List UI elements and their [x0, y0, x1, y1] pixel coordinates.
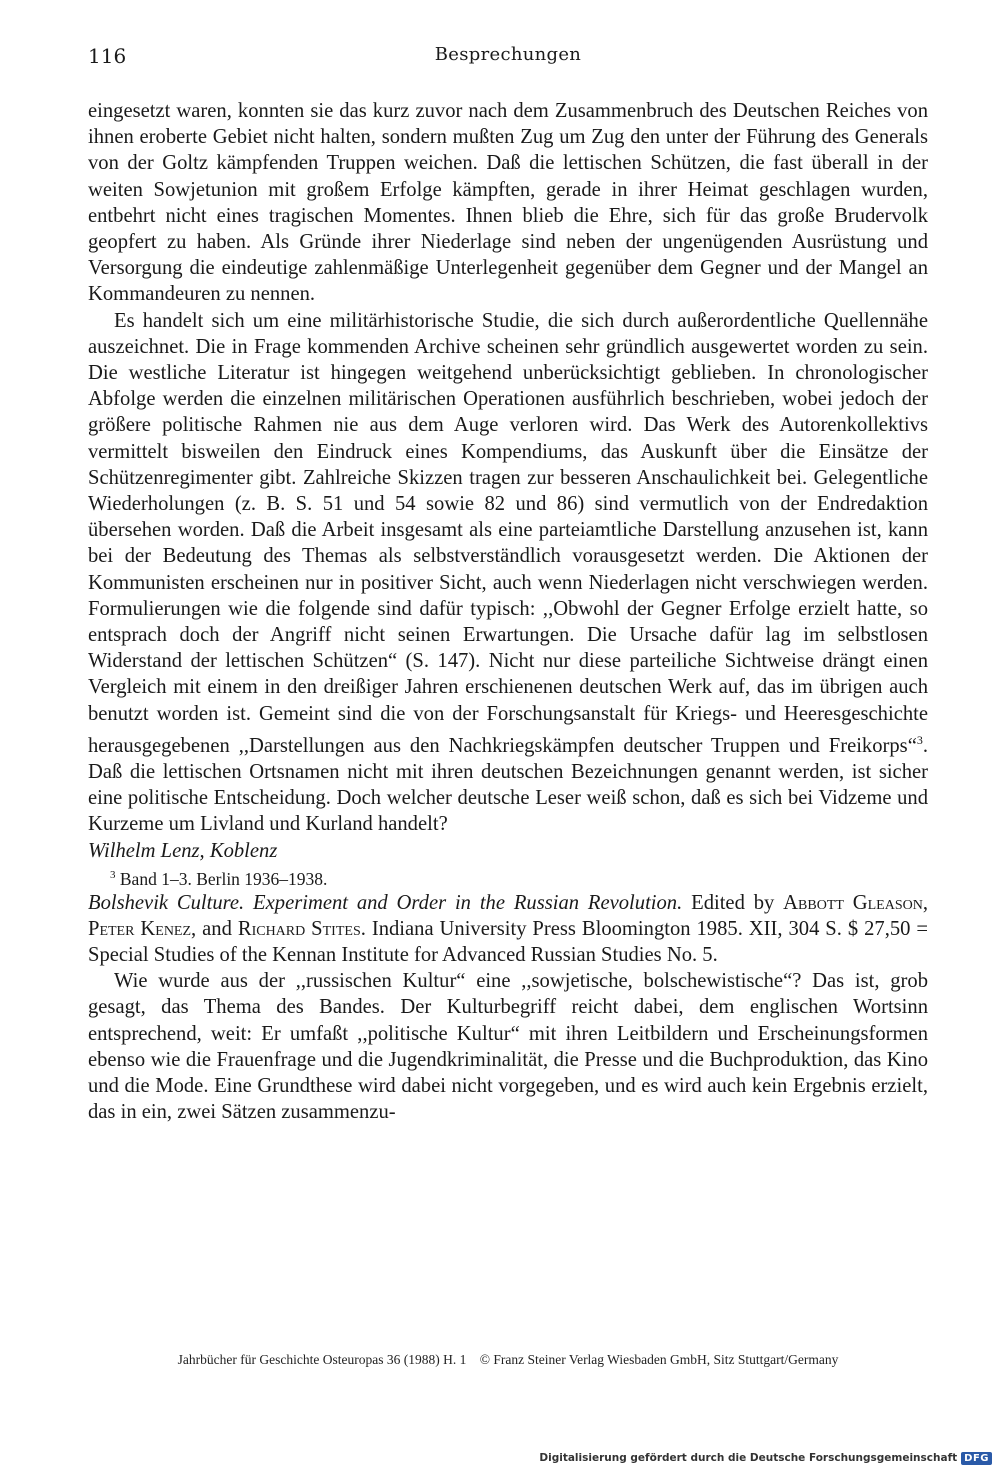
reviewer-signature: Wilhelm Lenz, Koblenz	[88, 839, 278, 862]
digitization-notice	[539, 1450, 992, 1466]
editor-separator: ,	[922, 891, 929, 914]
journal-citation: Jahrbücher für Geschichte Osteuropas 36 (1988) H. 1	[177, 1352, 467, 1367]
footnote-text: Band 1–3. Berlin 1936–1938.	[115, 868, 328, 889]
review1-paragraph-2	[88, 308, 928, 838]
dfg-logo: DFG	[961, 1452, 992, 1465]
publication-details: . Indiana University Press Bloomington 1985. XII, 304 S. $ 27,50 = Special Studies of the Kennan Institute for Advanced Russian Studies No. 5.	[88, 917, 929, 966]
footnote	[88, 864, 928, 890]
page-number: 116	[88, 44, 127, 68]
editor-name: Richard Stites	[237, 917, 361, 940]
book-title: Bolshevik Culture. Experiment and Order in the Russian Revolution.	[88, 891, 683, 914]
review1-paragraph-2-tail: . Daß die lettischen Ortsnamen nicht mit ihren deutschen Bezeichnungen genannt werden, ist sicher eine politische Entscheidung. Doch welcher deutsche Leser weiß schon, daß es sich bei Vidzeme und Kurzeme um Livland und Kurland handelt?	[88, 734, 928, 836]
review2-paragraph-1: Wie wurde aus der ,,russischen Kultur“ eine ,,sowjetische, bolschewistische“? Das ist, grob gesagt, das Thema des Bandes. Der Kulturbegriff reicht dabei, dem englischen Wortsinn entsprechend, weit: Er umfaßt ,,politische Kultur“ mit ihren Leitbildern und Erscheinungsformen ebenso wie die Frauenfrage und die Jugendkriminalität, die Presse und die Buchproduktion, das Kino und die Mode. Eine Grundthese wird dabei nicht vorgegeben, und es wird auch kein Ergebnis erzielt, das in ein, zwei Sätzen zusammenzu-	[88, 970, 928, 1124]
edited-by-label: Edited by	[682, 891, 784, 914]
page-footer	[88, 1352, 928, 1368]
copyright-notice: © Franz Steiner Verlag Wiesbaden GmbH, Sitz Stuttgart/Germany	[479, 1352, 839, 1367]
review1-paragraph-2-main: Es handelt sich um eine militärhistorische Studie, die sich durch außerordentliche Quellennähe auszeichnet. Die in Frage kommenden Archive scheinen sehr gründlich ausgewertet worden zu sein. Die westliche Literatur ist hingegen weitgehend unberücksichtigt geblieben. In chronologischer Abfolge werden die einzelnen militärischen Operationen ausführlich beschrieben, wobei jedoch der größere politische Rahmen nie aus dem Auge verloren wird. Das Werk des Autorenkollektivs vermittelt bisweilen den Eindruck eines Kompendiums, das Auskunft über die Einsätze der Schützenregimenter gibt. Zahlreiche Skizzen tragen zur besseren Anschaulichkeit bei. Gelegentliche Wiederholungen (z. B. S. 51 und 54 sowie 82 und 86) sind vermutlich von der Endredaktion übersehen worden. Daß die Arbeit insgesamt als eine parteiamtliche Darstellung anzusehen ist, kann bei der Bedeutung des Themas als selbstverständlich vorausgesetzt werden. Die Aktionen der Kommunisten erscheinen nur in positiver Sicht, auch wenn Niederlagen nicht verschwiegen werden. Formulierungen wie die folgende sind dafür typisch: ,,Obwohl der Gegner Erfolge erzielt hatte, so entsprach doch der Angriff nicht seinen Erwartungen. Die Ursache dafür lag im selbstlosen Widerstand der lettischen Schützen“ (S. 147). Nicht nur diese parteiliche Sichtweise drängt einen Vergleich mit einem in den dreißiger Jahren erschienenen deutschen Werk auf, das im übrigen auch benutzt worden ist. Gemeint sind die von der Forschungsanstalt für Kriegs- und Heeresgeschichte herausgegebenen ,,Darstellungen aus den Nachkriegskämpfen deutscher Truppen und Freikorps“	[88, 309, 928, 757]
footnote-reference: 3	[916, 732, 923, 747]
running-title: Besprechungen	[434, 44, 582, 65]
review2-bibliographic-heading	[88, 890, 928, 969]
review1-paragraph-1: eingesetzt waren, konnten sie das kurz zuvor nach dem Zusammenbruch des Deutschen Reiches von ihnen eroberte Gebiet nicht halten, sondern mußten Zug um Zug den unter der Führung des Generals von der Goltz kämpfenden Truppen weichen. Daß die lettischen Schützen, die fast überall in der weiten Sowjetunion mit großem Erfolge kämpften, gerade in ihrer Heimat geschlagen wurden, entbehrt nicht eines tragischen Momentes. Ihnen blieb die Ehre, sich für das große Brudervolk geopfert zu haben. Als Gründe ihrer Niederlage sind neben der ungenügenden Ausrüstung und Versorgung die eindeutige zahlenmäßige Unterlegenheit gegenüber dem Gegner und der Mangel an Kommandeuren zu nennen.	[88, 100, 928, 306]
digitization-text: Digitalisierung gefördert durch die Deutsche Forschungsgemeinschaft	[539, 1452, 958, 1464]
footnote-marker: 3	[110, 868, 116, 881]
editor-separator: , and	[191, 917, 238, 940]
editor-name: Peter Kenez	[88, 917, 192, 940]
page-header	[88, 44, 928, 70]
main-text	[88, 98, 928, 1125]
editor-name: Abbott Gleason	[783, 891, 923, 914]
